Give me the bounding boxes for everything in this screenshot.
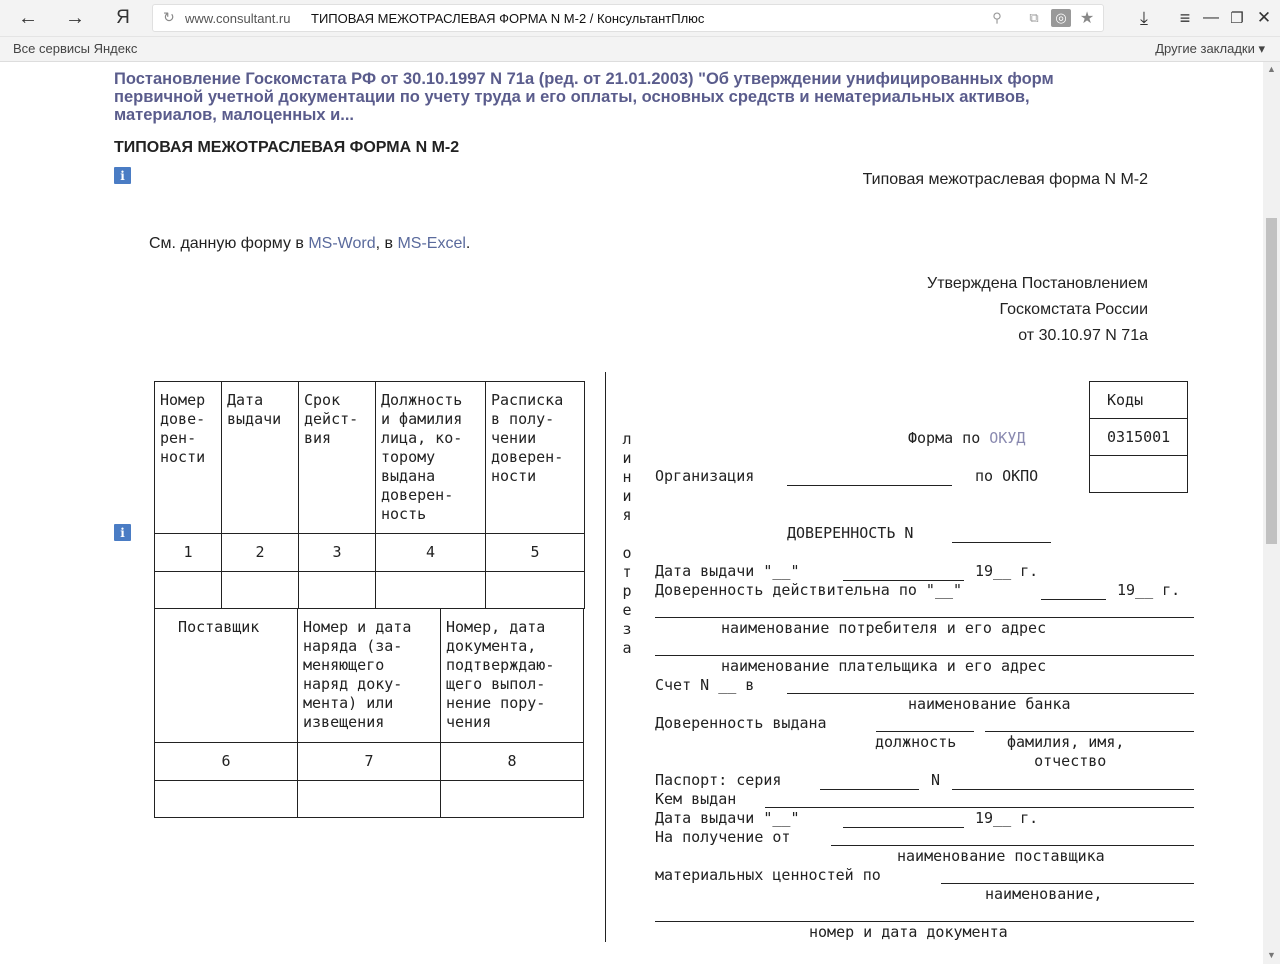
organization-label: Организация bbox=[655, 467, 755, 485]
ms-word-link[interactable]: MS-Word bbox=[308, 235, 376, 252]
approval-line: Госкомстата России bbox=[999, 301, 1148, 318]
column-number: 6 bbox=[155, 743, 298, 781]
all-services-bookmark[interactable]: Все сервисы Яндекс bbox=[13, 41, 138, 56]
cut-line-letter: р bbox=[622, 582, 632, 600]
position-line bbox=[876, 731, 974, 732]
okud-code: 0315001 bbox=[1090, 419, 1188, 456]
column-header: Номер, дата документа, подтверждаю- щего выпол- нение пору- чения bbox=[446, 618, 555, 731]
cut-line-letter: л bbox=[622, 430, 632, 448]
restore-icon[interactable]: ❐ bbox=[1230, 10, 1244, 27]
back-button[interactable]: ← bbox=[18, 6, 38, 29]
cut-line bbox=[605, 372, 606, 942]
zoom-icon[interactable]: ⚲ bbox=[992, 10, 1002, 25]
power-of-attorney-title: ДОВЕРЕННОСТЬ N bbox=[787, 524, 914, 542]
scroll-down-icon[interactable]: ▼ bbox=[1267, 950, 1276, 960]
address-page-title: ТИПОВАЯ МЕЖОТРАСЛЕВАЯ ФОРМА N М-2 / КонсультантПлюс bbox=[311, 11, 705, 26]
okud-row bbox=[908, 429, 1025, 448]
passport-year: 19__ г. bbox=[975, 809, 1039, 827]
empty-cell bbox=[155, 781, 298, 818]
close-icon[interactable]: ✕ bbox=[1256, 8, 1272, 27]
register-table-top bbox=[154, 381, 585, 609]
approval-note bbox=[927, 271, 1148, 349]
scrollbar-thumb[interactable] bbox=[1266, 218, 1277, 544]
bank-caption: наименование банка bbox=[908, 695, 1071, 713]
minimize-icon[interactable]: — bbox=[1203, 9, 1219, 26]
column-number: 8 bbox=[441, 743, 584, 781]
other-bookmarks[interactable]: Другие закладки ▾ bbox=[1155, 41, 1265, 56]
bank-line bbox=[787, 693, 1194, 694]
name-caption: наименование, bbox=[985, 885, 1103, 903]
issue-year: 19__ г. bbox=[975, 562, 1039, 580]
passport-date-line bbox=[843, 827, 964, 828]
empty-cell bbox=[222, 572, 299, 609]
column-header: Дата выдачи bbox=[227, 391, 282, 428]
column-header: Срок дейст- вия bbox=[304, 391, 359, 447]
cut-line-letter: н bbox=[622, 468, 632, 486]
cut-line-label bbox=[622, 430, 632, 658]
position-caption: должность bbox=[875, 733, 957, 751]
consumer-caption: наименование потребителя и его адрес bbox=[721, 619, 1047, 637]
column-header: Расписка в полу- чении доверен- ности bbox=[491, 391, 564, 485]
cut-line-letter: а bbox=[622, 639, 632, 657]
okpo-code bbox=[1090, 456, 1188, 493]
fio-line bbox=[985, 731, 1194, 732]
cut-line-letter: и bbox=[622, 449, 632, 467]
column-header: Поставщик bbox=[160, 618, 260, 636]
issued-to-label: Доверенность выдана bbox=[655, 714, 827, 732]
address-bar[interactable] bbox=[152, 4, 1104, 32]
see-prefix: См. данную форму в bbox=[149, 235, 309, 252]
approval-line: от 30.10.97 N 71а bbox=[1018, 327, 1148, 344]
receive-from-label: На получение от bbox=[655, 828, 791, 846]
column-number: 3 bbox=[299, 534, 376, 572]
column-header: Должность и фамилия лица, ко- торому выдана доверен- ность bbox=[381, 391, 463, 523]
translate-icon[interactable]: ⧉ bbox=[1029, 10, 1039, 25]
supplier-line bbox=[831, 845, 1194, 846]
okud-label: ОКУД bbox=[989, 429, 1026, 447]
cut-line-letter bbox=[622, 525, 632, 544]
column-header: Номер и дата наряда (за- меняющего наряд доку- мента) или извещения bbox=[303, 618, 412, 731]
column-header: Номер дове- рен- ности bbox=[160, 391, 206, 466]
ms-excel-link[interactable]: MS-Excel bbox=[397, 235, 466, 252]
power-number-line bbox=[952, 542, 1051, 543]
column-number: 4 bbox=[376, 534, 486, 572]
see-mid: , в bbox=[375, 235, 398, 252]
register-table-bottom bbox=[154, 608, 584, 818]
empty-cell bbox=[376, 572, 486, 609]
empty-cell bbox=[486, 572, 585, 609]
account-label: Счет N __ в bbox=[655, 676, 755, 694]
valid-until-line bbox=[1041, 599, 1106, 600]
scrollbar[interactable] bbox=[1263, 62, 1280, 964]
passport-date-label: Дата выдачи "__" bbox=[655, 809, 800, 827]
bookmarks-bar bbox=[0, 37, 1280, 62]
protect-icon[interactable]: ◎ bbox=[1051, 9, 1071, 27]
valuables-label: материальных ценностей по bbox=[655, 866, 881, 884]
okpo-label: по ОКПО bbox=[975, 467, 1039, 485]
scroll-up-icon[interactable]: ▲ bbox=[1267, 64, 1276, 74]
column-number: 5 bbox=[486, 534, 585, 572]
codes-header: Коды bbox=[1090, 382, 1188, 419]
supplier-caption: наименование поставщика bbox=[897, 847, 1105, 865]
cut-line-letter: т bbox=[622, 563, 632, 581]
valid-until-label: Доверенность действительна по "__" bbox=[655, 581, 963, 599]
okud-prefix: Форма по bbox=[908, 429, 990, 447]
cut-line-letter: е bbox=[622, 601, 632, 619]
cut-line-letter: о bbox=[622, 544, 632, 562]
see-form-text bbox=[149, 235, 470, 253]
issued-by-label: Кем выдан bbox=[655, 790, 737, 808]
form-name: Типовая межотраслевая форма N М-2 bbox=[862, 171, 1148, 188]
approval-line: Утверждена Постановлением bbox=[927, 275, 1148, 292]
passport-number-line bbox=[952, 789, 1194, 790]
passport-number-label: N bbox=[931, 771, 941, 789]
empty-cell bbox=[299, 572, 376, 609]
organization-line bbox=[787, 485, 952, 486]
see-suffix: . bbox=[465, 235, 471, 252]
passport-label: Паспорт: серия bbox=[655, 771, 782, 789]
issue-date-label: Дата выдачи "__" bbox=[655, 562, 800, 580]
column-number: 7 bbox=[298, 743, 441, 781]
document-caption: номер и дата документа bbox=[809, 923, 1008, 941]
payer-caption: наименование плательщика и его адрес bbox=[721, 657, 1047, 675]
info-icon[interactable]: i bbox=[114, 167, 131, 184]
cut-line-letter: я bbox=[622, 506, 632, 524]
reload-icon[interactable]: ↻ bbox=[163, 9, 175, 25]
cut-line-letter: з bbox=[622, 620, 632, 638]
browser-toolbar bbox=[0, 0, 1280, 37]
forward-button[interactable]: → bbox=[65, 6, 85, 29]
column-number: 1 bbox=[155, 534, 222, 572]
passport-series-line bbox=[820, 789, 919, 790]
fio-caption: фамилия, имя, отчество bbox=[1007, 733, 1125, 770]
codes-table bbox=[1089, 381, 1188, 493]
valuables-line bbox=[941, 883, 1194, 884]
info-icon[interactable]: i bbox=[114, 524, 131, 541]
bookmark-star-icon[interactable]: ★ bbox=[1079, 10, 1095, 27]
download-icon[interactable]: ⤓ bbox=[1140, 7, 1148, 28]
address-domain: www.consultant.ru bbox=[185, 11, 291, 26]
empty-cell bbox=[155, 572, 222, 609]
valid-year: 19__ г. bbox=[1117, 581, 1181, 599]
issued-by-line bbox=[765, 807, 1194, 808]
consumer-line bbox=[655, 617, 1194, 618]
document-title-link[interactable]: Постановление Госкомстата РФ от 30.10.1997 N 71а (ред. от 21.01.2003) "Об утверждении унифицированных форм первичной учетной документации по учету труда и его оплаты, основных средств и нематериальных активов, материалов, малоценных и... bbox=[114, 70, 1054, 124]
menu-icon[interactable]: ≡ bbox=[1179, 7, 1191, 28]
empty-cell bbox=[298, 781, 441, 818]
section-title: ТИПОВАЯ МЕЖОТРАСЛЕВАЯ ФОРМА N М-2 bbox=[114, 139, 460, 156]
payer-line bbox=[655, 655, 1194, 656]
document-line bbox=[655, 921, 1194, 922]
empty-cell bbox=[441, 781, 584, 818]
column-number: 2 bbox=[222, 534, 299, 572]
cut-line-letter: и bbox=[622, 487, 632, 505]
yandex-button[interactable]: Я bbox=[116, 7, 130, 28]
